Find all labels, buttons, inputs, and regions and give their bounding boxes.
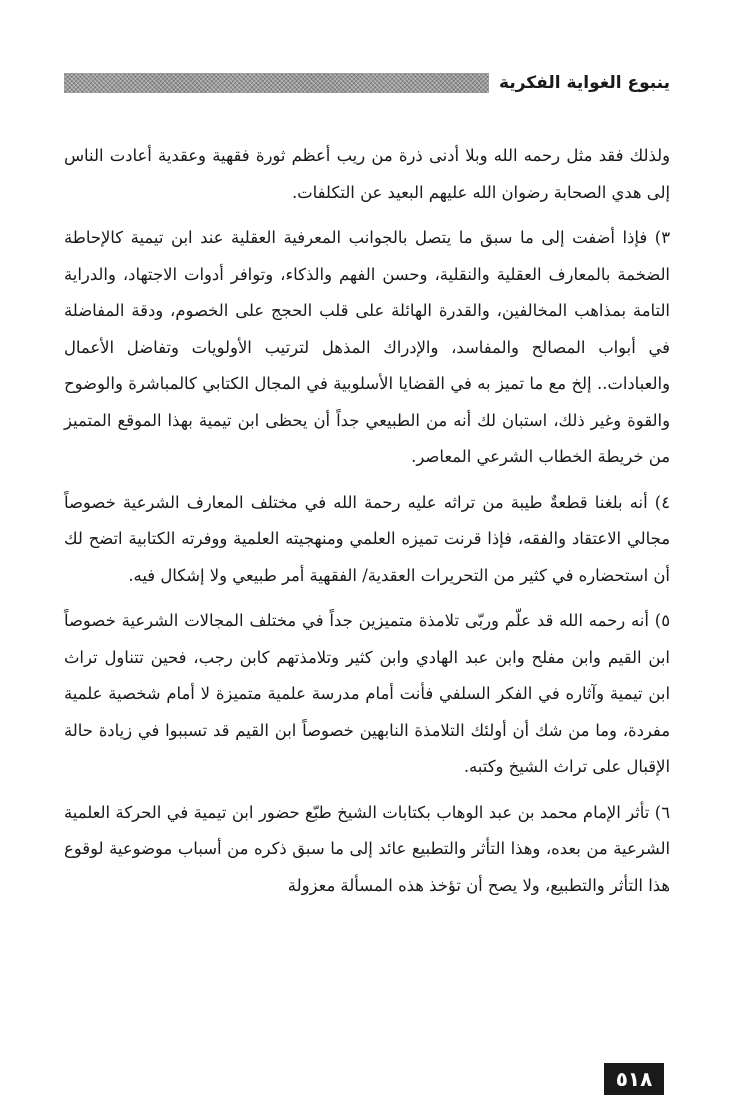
header-title: ينبوع الغواية الفكرية: [499, 73, 670, 93]
header-decorative-band: [64, 73, 489, 93]
page-number: ٥١٨: [604, 1063, 664, 1095]
paragraph: ٦) تأثر الإمام محمد بن عبد الوهاب بكتابات الشيخ طبّع حضور ابن تيمية في الحركة العلمية الشرعية من بعده، وهذا التأثر والتطبيع عائد إلى ما سبق ذكره من أسباب موضوعية لوقوع هذا التأثر والتطبيع، ولا يصح أن تؤخذ هذه المسألة معزولة: [64, 802, 670, 895]
paragraph: ولذلك فقد مثل رحمه الله وبلا أدنى ذرة من ريب أعظم ثورة فقهية وعقدية أعادت الناس إلى هدي الصحابة رضوان الله عليهم البعيد عن التكلفات.: [64, 146, 670, 202]
paragraph: ٥) أنه رحمه الله قد علّم وربّى تلامذة متميزين جداً في مختلف المجالات الشرعية خصوصاً ابن القيم وابن مفلح وابن عبد الهادي وابن كثير وتلامذتهم كابن رجب، فحين تتناول تراث ابن تيمية وآثاره في الفكر السلفي فأنت أمام مدرسة علمية متميزة لا أمام شخصية علمية مفردة، وما من شك أن أولئك التلامذة النابهين خصوصاً ابن القيم قد تسببوا في زيادة حالة الإقبال على تراث الشيخ وكتبه.: [64, 611, 670, 776]
page-body: [64, 138, 670, 913]
paragraph: ٣) فإذا أضفت إلى ما سبق ما يتصل بالجوانب المعرفية العقلية عند ابن تيمية كالإحاطة الضخمة بالمعارف العقلية والنقلية، وحسن الفهم والذكاء، وتوافر أدوات الاجتهاد، والدراية التامة بمذاهب المخالفين، والقدرة الهائلة على قلب الحجج على الخصوم، ودقة المفاضلة في أبواب المصالح والمفاسد، والإدراك المذهل لترتيب الأولويات وتفاضل الأعمال والعبادات.. إلخ مع ما تميز به في القضايا الأسلوبية في المجال الكتابي كالمباشرة والوضوح والقوة وغير ذلك، استبان لك أنه من الطبيعي جداً أن يحظى ابن تيمية بهذا الموقع المتميز من خريطة الخطاب الشرعي المعاصر.: [64, 228, 670, 466]
paragraph: ٤) أنه بلغنا قطعةٌ طيبة من تراثه عليه رحمة الله في مختلف المعارف الشرعية خصوصاً مجالي الاعتقاد والفقه، فإذا قرنت تميزه العلمي ومنهجيته العلمية ووفرته الكتابية اتضح لك أن استحضاره في كثير من التحريرات العقدية/ الفقهية أمر طبيعي ولا إشكال فيه.: [64, 492, 670, 585]
running-header: [64, 70, 670, 96]
